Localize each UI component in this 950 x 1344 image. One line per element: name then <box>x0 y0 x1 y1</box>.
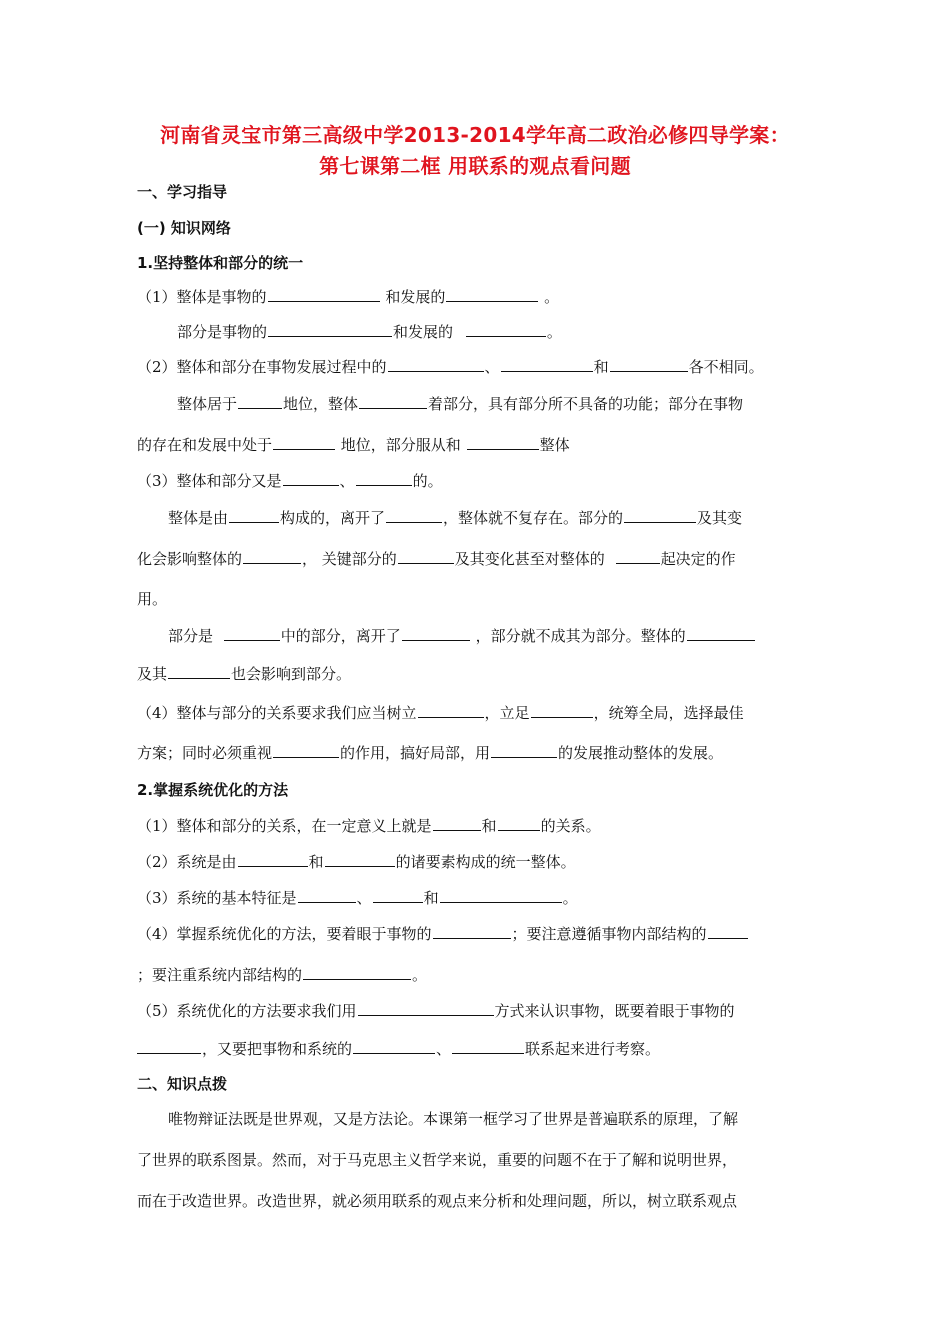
fill-blank[interactable] <box>273 742 339 758</box>
paragraph-line: （3）整体和部分又是 、 的。 <box>137 472 443 490</box>
paragraph-line: （2）整体和部分在事物发展过程中的 、 和 各不相同。 <box>137 358 764 376</box>
fill-blank[interactable] <box>624 507 696 523</box>
fill-blank[interactable] <box>402 625 470 641</box>
paragraph-line: （1）整体和部分的关系，在一定意义上就是 和 的关系。 <box>137 817 601 835</box>
paragraph-line: 部分是事物的 和发展的 。 <box>177 323 562 341</box>
document-title-line-1: 河南省灵宝市第三高级中学2013-2014学年高二政治必修四导学案： <box>160 123 790 147</box>
fill-blank[interactable] <box>268 321 392 337</box>
fill-blank[interactable] <box>325 851 395 867</box>
fill-blank[interactable] <box>229 507 279 523</box>
section-heading-key-points: 二、知识点拨 <box>137 1075 228 1093</box>
document-title-line-2: 第七课第二框 用联系的观点看问题 <box>319 154 631 178</box>
fill-blank[interactable] <box>273 434 335 450</box>
fill-blank[interactable] <box>238 851 308 867</box>
paragraph-line: （4）掌握系统优化的方法，要着眼于事物的 ；要注意遵循事物内部结构的 <box>137 923 820 944</box>
fill-blank[interactable] <box>433 923 511 939</box>
fill-blank[interactable] <box>168 663 230 679</box>
fill-blank[interactable] <box>358 1000 494 1016</box>
paragraph-line: （2）系统是由 和 的诸要素构成的统一整体。 <box>137 853 576 871</box>
fill-blank[interactable] <box>224 625 280 641</box>
fill-blank[interactable] <box>616 548 660 564</box>
fill-blank[interactable] <box>243 548 301 564</box>
fill-blank[interactable] <box>418 702 484 718</box>
paragraph-line: 及其 也会影响到部分。 <box>137 665 352 683</box>
fill-blank[interactable] <box>491 742 557 758</box>
paragraph-line: ；要注重系统内部结构的 。 <box>137 966 428 984</box>
topic-heading-whole-and-part: 1.坚持整体和部分的统一 <box>137 254 304 272</box>
topic-heading-system-optimization: 2.掌握系统优化的方法 <box>137 781 289 799</box>
fill-blank[interactable] <box>238 393 282 409</box>
fill-blank[interactable] <box>687 625 755 641</box>
fill-blank[interactable] <box>386 507 442 523</box>
fill-blank[interactable] <box>446 286 538 302</box>
fill-blank[interactable] <box>531 702 593 718</box>
fill-blank[interactable] <box>433 815 481 831</box>
fill-blank[interactable] <box>137 1038 201 1054</box>
paragraph-line: 整体是由 构成的，离开了 ，整体就不复存在。部分的 及其变 <box>168 509 743 527</box>
paragraph-line: 用。 <box>137 590 168 608</box>
fill-blank[interactable] <box>388 356 484 372</box>
paragraph-line: （1）整体是事物的 和发展的 。 <box>137 288 560 306</box>
fill-blank[interactable] <box>708 923 748 939</box>
paragraph-line: 唯物辩证法既是世界观，又是方法论。本课第一框学习了世界是普遍联系的原理，了解 <box>168 1110 739 1128</box>
fill-blank[interactable] <box>440 887 562 903</box>
fill-blank[interactable] <box>610 356 688 372</box>
fill-blank[interactable] <box>298 887 356 903</box>
paragraph-line: 方案；同时必须重视 的作用，搞好局部，用 的发展推动整体的发展。 <box>137 744 724 762</box>
fill-blank[interactable] <box>353 1038 435 1054</box>
paragraph-line: ，又要把事物和系统的 、 联系起来进行考察。 <box>137 1038 820 1059</box>
fill-blank[interactable] <box>283 470 339 486</box>
paragraph-line: 部分是 中的部分，离开了 ，部分就不成其为部分。整体的 <box>137 625 820 646</box>
fill-blank[interactable] <box>501 356 593 372</box>
paragraph-line: 化会影响整体的 ， 关键部分的 及其变化甚至对整体的 起决定的作 <box>137 550 736 568</box>
paragraph-line: 整体居于 地位，整体 着部分，具有部分所不具备的功能；部分在事物 <box>177 395 744 413</box>
paragraph-line: （3）系统的基本特征是 、 和 。 <box>137 889 578 907</box>
fill-blank[interactable] <box>398 548 454 564</box>
paragraph-line: （5）系统优化的方法要求我们用 方式来认识事物，既要着眼于事物的 <box>137 1002 735 1020</box>
fill-blank[interactable] <box>467 434 539 450</box>
paragraph-line: 的存在和发展中处于 地位，部分服从和 整体 <box>137 436 570 454</box>
paragraph-line: 而在于改造世界。改造世界，就必须用联系的观点来分析和处理问题，所以，树立联系观点 <box>137 1192 738 1210</box>
fill-blank[interactable] <box>359 393 427 409</box>
subsection-heading-knowledge-network: (一) 知识网络 <box>137 219 231 237</box>
section-heading-guidance: 一、学习指导 <box>137 183 228 201</box>
fill-blank[interactable] <box>356 470 412 486</box>
fill-blank[interactable] <box>268 286 380 302</box>
paragraph-line: （4）整体与部分的关系要求我们应当树立 ，立足 ，统筹全局，选择最佳 <box>137 704 744 722</box>
fill-blank[interactable] <box>452 1038 524 1054</box>
fill-blank[interactable] <box>498 815 540 831</box>
fill-blank[interactable] <box>303 964 411 980</box>
paragraph-line: 了世界的联系图景。然而，对于马克思主义哲学来说，重要的问题不在于了解和说明世界， <box>137 1151 738 1169</box>
fill-blank[interactable] <box>466 321 546 337</box>
fill-blank[interactable] <box>373 887 423 903</box>
